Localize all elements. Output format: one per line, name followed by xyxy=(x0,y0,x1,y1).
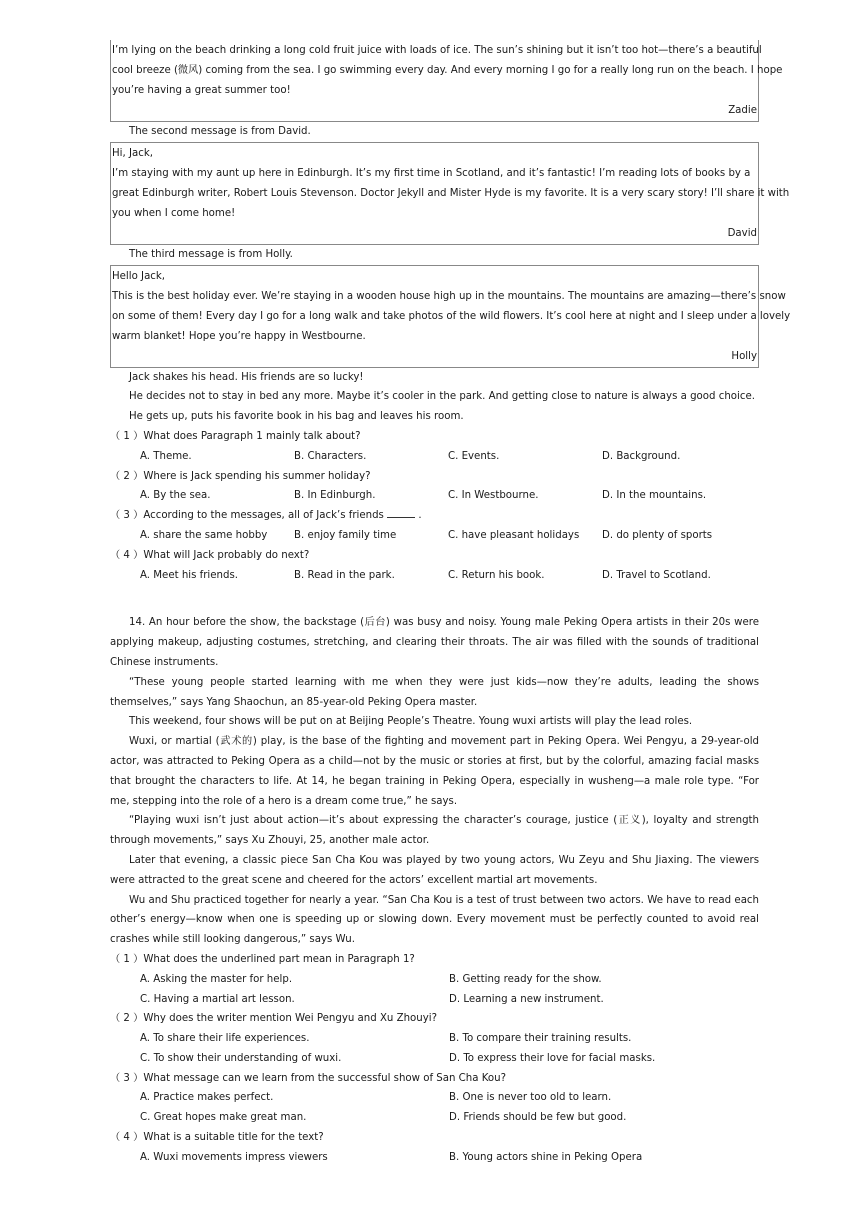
option[interactable]: B. Young actors shine in Peking Opera xyxy=(449,1151,643,1163)
passage-paragraph: Wuxi, or martial (武术的) play, is the base of the fighting and movement part in Peking Opera. Wei Pengyu, a 29-year-old actor, was attracted to Peking Opera as a child—not by the music or stories at first, but by the colorful, amazing facial masks that brought the characters to life. At 14, he began training in Peking Opera, especially in wusheng—a male role type. “For me, stepping into the role of a hero is a dream come true,” he says. xyxy=(110,736,759,807)
message-box-david xyxy=(110,142,790,245)
option[interactable]: A. By the sea. xyxy=(140,490,211,502)
message-line: I’m lying on the beach drinking a long cold fruit juice with loads of ice. The sun’s shining but it isn’t too hot—there’s a beautiful xyxy=(112,45,762,56)
options-row xyxy=(110,970,759,990)
question: （ 2 ）Why does the writer mention Wei Pengyu and Xu Zhouyi? xyxy=(110,1013,438,1025)
message-box-zadie xyxy=(110,40,783,122)
option[interactable]: D. Background. xyxy=(602,450,681,462)
option[interactable]: A. Asking the master for help. xyxy=(140,973,293,985)
message-box-holly xyxy=(110,265,791,368)
option[interactable]: B. Getting ready for the show. xyxy=(449,973,602,985)
option[interactable]: D. Friends should be few but good. xyxy=(449,1112,627,1124)
option[interactable]: C. In Westbourne. xyxy=(448,490,539,502)
options-row xyxy=(110,1029,759,1049)
option[interactable]: D. do plenty of sports xyxy=(602,529,713,541)
message-line: I’m staying with my aunt up here in Edinburgh. It’s my first time in Scotland, and it’s fantastic! I’m reading lots of books by a xyxy=(112,167,751,179)
option[interactable]: B. enjoy family time xyxy=(294,529,397,541)
question-group-13 xyxy=(110,427,759,585)
message-line: great Edinburgh writer, Robert Louis Stevenson. Doctor Jekyll and Mister Hyde is my favorite. It is a very scary story! I’ll share it with xyxy=(112,187,790,199)
option[interactable]: D. Learning a new instrument. xyxy=(449,993,604,1005)
signature-zadie: Zadie xyxy=(728,105,757,116)
question xyxy=(110,506,759,526)
option[interactable]: C. To show their understanding of wuxi. xyxy=(140,1052,342,1064)
question: （ 4 ）What will Jack probably do next? xyxy=(110,549,310,561)
option[interactable]: D. Travel to Scotland. xyxy=(602,569,711,581)
signature-holly: Holly xyxy=(731,350,757,362)
option[interactable]: A. To share their life experiences. xyxy=(140,1033,310,1045)
signature-david: David xyxy=(727,227,757,239)
options-row xyxy=(110,447,759,467)
options-row xyxy=(110,566,759,586)
passage-paragraph: Wu and Shu practiced together for nearly a year. “San Cha Kou is a test of trust between two actors. We have to read each other’s energy—know when one is speeding up or slowing down. Every movement must be perfectly counted to avoid real crashes while still looking dangerous,” says Wu. xyxy=(110,894,759,946)
section-gap xyxy=(110,585,759,613)
option[interactable]: A. Theme. xyxy=(140,450,192,462)
message-line: cool breeze (微风) coming from the sea. I go swimming every day. And every morning I go for a really long run on the beach. I hope xyxy=(112,65,783,76)
options-row xyxy=(110,486,759,506)
passage-paragraph: Later that evening, a classic piece San Cha Kou was played by two young actors, Wu Zeyu and Shu Jiaxing. The viewers were attracted to the great scene and cheered for the actors’ excellent martial art movements. xyxy=(110,854,759,886)
option[interactable]: C. Events. xyxy=(448,450,500,462)
options-row xyxy=(110,1088,759,1108)
question: （ 2 ）Where is Jack spending his summer holiday? xyxy=(110,470,371,482)
option[interactable]: B. Read in the park. xyxy=(294,569,395,581)
options-row xyxy=(110,1108,759,1128)
page xyxy=(110,40,791,1168)
passage-paragraph: 14. An hour before the show, the backstage (后台) was busy and noisy. Young male Peking Opera artists in their 20s were applying makeup, adjusting costumes, stretching, and clearing their throats. The air was filled with the sounds of traditional Chinese instruments. xyxy=(110,617,759,668)
question-text-end: . xyxy=(415,510,422,522)
option[interactable]: A. Practice makes perfect. xyxy=(140,1092,274,1104)
options-row xyxy=(110,1049,759,1069)
option[interactable]: A. share the same hobby xyxy=(140,529,268,541)
option[interactable]: D. In the mountains. xyxy=(602,490,707,502)
question: （ 4 ）What is a suitable title for the text? xyxy=(110,1132,324,1144)
message-line: you’re having a great summer too! xyxy=(112,85,291,96)
passage-paragraph: This weekend, four shows will be put on at Beijing People’s Theatre. Young wuxi artists will play the lead roles. xyxy=(129,716,693,728)
intro-third-message: The third message is from Holly. xyxy=(129,248,293,260)
option[interactable]: B. To compare their training results. xyxy=(449,1033,632,1045)
option[interactable]: D. To express their love for facial masks. xyxy=(449,1052,656,1064)
passage-paragraph: “These young people started learning with me when they were just kids—now they’re adults, leading the shows themselves,” says Yang Shaochun, an 85-year-old Peking Opera master. xyxy=(110,676,759,708)
option[interactable]: B. In Edinburgh. xyxy=(294,490,376,502)
option[interactable]: A. Meet his friends. xyxy=(140,569,238,581)
options-row xyxy=(110,990,759,1010)
question-text: （ 3 ）According to the messages, all of Jack’s friends xyxy=(110,510,388,522)
option[interactable]: B. Characters. xyxy=(294,450,367,462)
question: （ 1 ）What does Paragraph 1 mainly talk about? xyxy=(110,430,361,442)
story-paragraph: He decides not to stay in bed any more. Maybe it’s cooler in the park. And getting close to nature is always a good choice. xyxy=(129,391,755,403)
question: （ 3 ）What message can we learn from the successful show of San Cha Kou? xyxy=(110,1072,506,1084)
message-line: warm blanket! Hope you’re happy in Westbourne. xyxy=(112,330,366,342)
option[interactable]: C. Great hopes make great man. xyxy=(140,1112,307,1124)
story-paragraph: He gets up, puts his favorite book in his bag and leaves his room. xyxy=(129,411,464,423)
option[interactable]: B. One is never too old to learn. xyxy=(449,1092,612,1104)
message-line: Hi, Jack, xyxy=(112,147,153,159)
question: （ 1 ）What does the underlined part mean in Paragraph 1? xyxy=(110,953,415,965)
message-line: on some of them! Every day I go for a long walk and take photos of the wild flowers. It’s cool here at night and I sleep under a lovely xyxy=(112,310,791,322)
option[interactable]: C. Return his book. xyxy=(448,569,545,581)
message-line: you when I come home! xyxy=(112,207,236,219)
message-line: This is the best holiday ever. We’re staying in a wooden house high up in the mountains. The mountains are amazing—there’s snow xyxy=(112,290,786,302)
options-row xyxy=(110,1148,759,1168)
answer-blank xyxy=(387,508,415,518)
message-line: Hello Jack, xyxy=(112,270,166,282)
option[interactable]: C. Having a martial art lesson. xyxy=(140,993,295,1005)
story-paragraph: Jack shakes his head. His friends are so lucky! xyxy=(129,371,364,383)
option[interactable]: C. have pleasant holidays xyxy=(448,529,580,541)
option[interactable]: A. Wuxi movements impress viewers xyxy=(140,1151,328,1163)
intro-second-message: The second message is from David. xyxy=(129,126,311,137)
passage-paragraph: “Playing wuxi isn’t just about action—it’s about expressing the character’s courage, justice (正义), loyalty and strength through movements,” says Xu Zhouyi, 25, another male actor. xyxy=(110,815,759,847)
passage-14 xyxy=(110,613,759,950)
question-group-14 xyxy=(110,950,759,1168)
options-row xyxy=(110,526,759,546)
